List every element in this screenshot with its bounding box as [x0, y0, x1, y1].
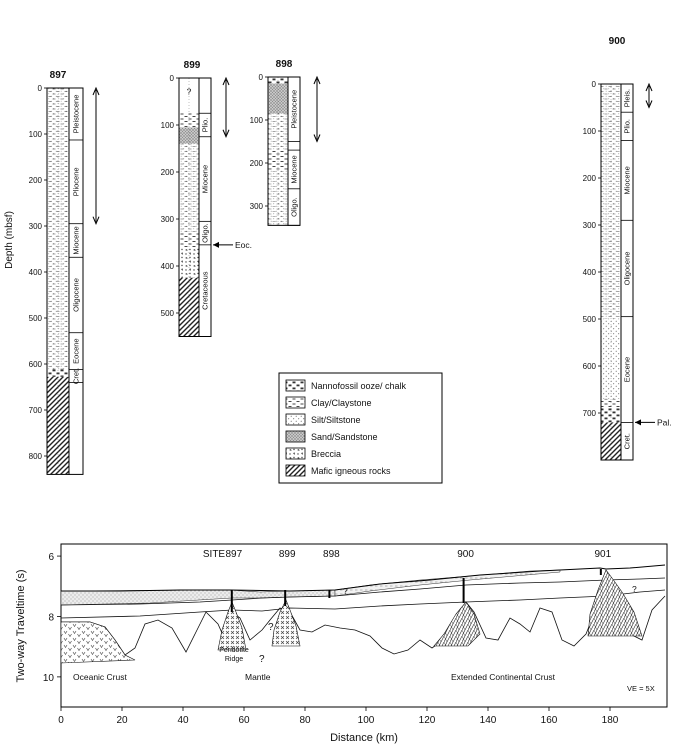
depth-tick-label: 600 [582, 362, 596, 371]
legend-label: Breccia [311, 449, 342, 459]
lithology-unit [601, 225, 621, 319]
depth-tick-label: 300 [160, 215, 174, 224]
x-tick-label: 20 [116, 715, 128, 726]
depth-tick-label: 300 [582, 221, 596, 230]
depth-axis-label: Depth (mbsf) [4, 211, 15, 269]
depth-tick-label: 100 [249, 116, 263, 125]
epoch-label: Miocene [200, 164, 210, 194]
y-tick-label: 8 [48, 612, 54, 624]
depth-tick-label: 600 [28, 360, 42, 369]
lithology-unit [268, 150, 288, 169]
x-axis-label: Distance (km) [330, 732, 398, 744]
depth-tick-label: 200 [160, 168, 174, 177]
site-prefix-label: SITE [202, 549, 226, 560]
depth-tick-label: 700 [28, 406, 42, 415]
legend-swatch [286, 465, 305, 476]
paleocene-marker: Pal. [657, 417, 672, 428]
x-tick-label: 180 [601, 715, 619, 726]
depth-tick-label: 300 [249, 202, 263, 211]
core-900 [583, 36, 672, 460]
question-mark: ? [268, 622, 274, 633]
x-tick-label: 140 [479, 715, 497, 726]
profile-site-label: 900 [457, 549, 474, 560]
y-axis-label: Two-way Traveltime (s) [15, 569, 27, 683]
legend-swatch [286, 431, 305, 442]
x-tick-label: 160 [540, 715, 558, 726]
depth-tick-label: 700 [582, 409, 596, 418]
epoch-label: Plio. [200, 117, 210, 133]
profile-frame [61, 544, 667, 707]
site-label: 897 [49, 70, 67, 81]
epoch-label: Pliocene [71, 167, 81, 197]
epoch-label: Miocene [71, 226, 81, 255]
profile-site-label: 897 [225, 549, 243, 560]
legend-swatch [286, 380, 305, 391]
epoch-label: Plio. [622, 119, 632, 134]
lithology-unit [601, 84, 621, 140]
basement-top [61, 572, 665, 655]
epoch-label: Cret. [71, 367, 81, 385]
depth-tick-label: 200 [249, 159, 263, 168]
lithology-legend [279, 373, 442, 483]
legend-label: Mafic igneous rocks [311, 466, 391, 476]
depth-tick-label: 200 [582, 174, 596, 183]
uncertain-mark: ? [186, 86, 192, 97]
legend-swatch [286, 414, 305, 425]
legend-item [286, 397, 372, 408]
x-tick-label: 60 [238, 715, 250, 726]
legend-label: Sand/Sandstone [311, 432, 378, 442]
legend-label: Silt/Siltstone [311, 415, 361, 425]
legend-item [286, 380, 407, 391]
x-tick-label: 80 [299, 715, 311, 726]
epoch-label: Eocene [71, 338, 81, 364]
depth-tick-label: 500 [28, 314, 42, 323]
profile-site-label: 901 [594, 549, 612, 560]
y-tick-label: 6 [48, 552, 54, 564]
depth-tick-label: 300 [28, 222, 42, 231]
legend-item [286, 414, 361, 425]
epoch-label: Cret. [622, 433, 632, 450]
legend-label: Nannofossil ooze/ chalk [311, 381, 407, 391]
legend-label: Clay/Claystone [311, 398, 372, 408]
x-tick-label: 120 [418, 715, 436, 726]
epoch-label: Oligocene [622, 251, 632, 286]
oceanic-crust-label: Oceanic Crust [73, 672, 127, 682]
question-mark: ? [343, 586, 348, 596]
core-897 [29, 70, 99, 474]
depth-tick-label: 100 [582, 127, 596, 136]
continental-crust-label: Extended Continental Crust [451, 672, 555, 682]
depth-tick-label: 200 [28, 176, 42, 185]
profile-site-label: 899 [278, 549, 296, 560]
depth-tick-label: 400 [160, 262, 174, 271]
epoch-label: Miocene [622, 166, 632, 195]
lithology-unit [47, 224, 69, 370]
x-tick-label: 100 [357, 715, 375, 726]
depth-tick-label: 400 [582, 268, 596, 277]
x-tick-label: 0 [58, 715, 64, 726]
profile-site-label: 898 [323, 549, 340, 560]
west-sediment [61, 590, 335, 605]
site-label: 900 [608, 36, 626, 47]
site-label: 898 [275, 59, 293, 70]
epoch-label: Miocene [289, 155, 299, 184]
epoch-label: Oligocene [71, 278, 81, 312]
legend-item [286, 448, 341, 459]
depth-tick-label: 100 [28, 130, 42, 139]
depth-tick-label: 0 [37, 84, 42, 93]
vertical-exaggeration: VE = 5X [627, 684, 655, 693]
depth-tick-label: 500 [582, 315, 596, 324]
depth-tick-label: 0 [258, 73, 263, 82]
mantle-label: Mantle [245, 672, 271, 682]
question-mark: ? [259, 654, 265, 665]
peridotite-label: Peridotite [219, 647, 249, 654]
oceanic-crust-body [61, 622, 135, 663]
depth-tick-label: 400 [28, 268, 42, 277]
seismic-profile [61, 544, 667, 707]
legend-swatch [286, 448, 305, 459]
epoch-label: Eocene [622, 356, 632, 383]
x-tick-label: 40 [177, 715, 189, 726]
site-label: 899 [183, 60, 201, 71]
legend-swatch [286, 397, 305, 408]
epoch-label: Pleis. [622, 88, 632, 108]
epoch-label: Pleistocene [71, 94, 81, 134]
depth-tick-label: 100 [160, 121, 174, 130]
epoch-label: Pleistocene [289, 89, 299, 129]
ridge-label: Ridge [224, 656, 244, 663]
lithology-unit [47, 88, 69, 224]
legend-item [286, 431, 378, 442]
depth-tick-label: 800 [28, 452, 42, 461]
epoch-label: Oligo. [200, 223, 210, 243]
core-899 [161, 60, 252, 337]
depth-tick-label: 0 [591, 80, 596, 89]
y-tick-label: 10 [42, 672, 54, 684]
question-mark: ? [632, 584, 637, 594]
epoch-label: Cretaceous [200, 271, 210, 310]
continental-block-900 [434, 602, 480, 646]
depth-tick-label: 500 [160, 309, 174, 318]
depth-tick-label: 0 [169, 74, 174, 83]
core-898 [250, 59, 320, 225]
legend-item [286, 465, 391, 476]
epoch-label: Oligo. [289, 197, 299, 217]
eocene-marker: Eoc. [235, 239, 253, 250]
lithology-unit [601, 399, 621, 408]
